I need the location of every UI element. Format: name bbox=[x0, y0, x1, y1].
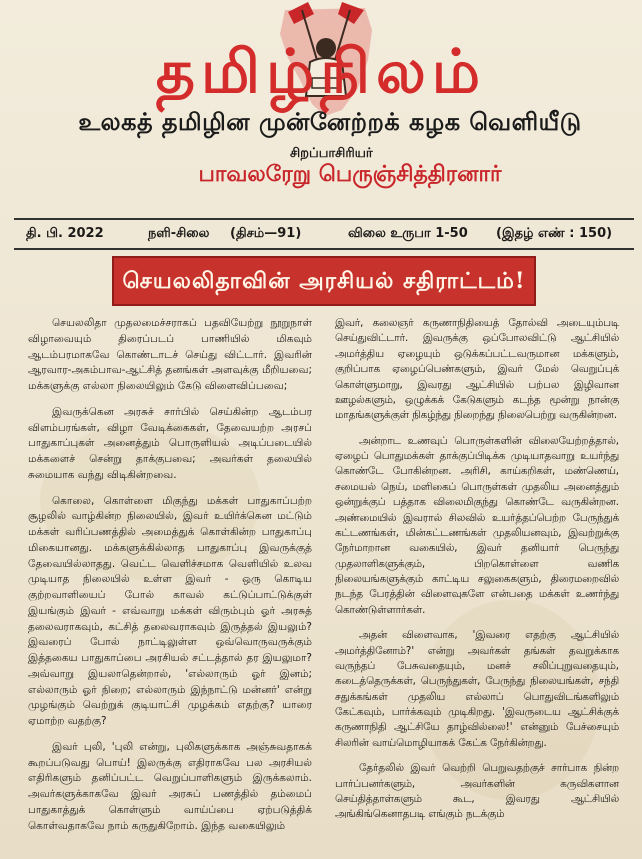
masthead bbox=[0, 0, 642, 196]
article-paragraph: தேர்தலில் இவர் வெற்றி பெறுவதற்குச் சார்பாக நின்ற பார்ப்பனர்களும், அவர்களின் கருவிகளான செய்தித்தாள்களும் கூட, இவரது ஆட்சியில் அங்கிங்கெனாதபடி எங்கும் நடக்கும் bbox=[335, 762, 619, 821]
headline: செயலலிதாவின் அரசியல் சதிராட்டம்! bbox=[122, 268, 526, 294]
dateline-thisam: (திசம்—91) bbox=[230, 226, 302, 241]
article-paragraph: அன்றாட உணவுப் பொருள்களின் விலையேற்றத்தால், ஏழைப் பொதுமக்கள் தாக்குப்பிடிக்க முடியாதவாறு உயர்ந்து கொண்டே போகின்றன. அரிசி, காய்கறிகள், மண்ணெய், சமையல் நெய், மளிகைப் பொருள்கள் முதலிய அனைத்தும் ஒன்றுக்குப் பத்தாக விலைமிகுந்து கொண்டே வருகின்றன. அண்மையில் இவரால் சிலவில் உயர்த்தப்பெற்ற பேருந்துக் கட்டணங்கள், மின்கட்டணங்கள் முதலியனவும், இவற்றுக்கு நேர்மாறான வகையில், இவர் தனியார் பெருந்து முதலாளிகளுக்கும், பிறகொள்ளை வணிக நிலையங்களுக்கும் காட்டிய சலுகைகளும், திரைமறைவில் நடந்த பேரத்தின் விளைவுகளே என்பதை மக்கள் உணர்ந்து கொண்டுள்ளார்கள். bbox=[335, 434, 619, 616]
article-column-left bbox=[28, 316, 312, 844]
dateline-issue: (இதழ் எண் : 150) bbox=[496, 226, 613, 241]
dateline-month: நளி-சிலை bbox=[148, 226, 210, 241]
article-paragraph: இவருக்கென அரசுச் சார்பில் செய்கின்ற ஆடம்பர விளம்பரங்கள், விழா வேடிக்கைகள், தேவையற்ற அரசப் பாதுகாப்புகள் அனைத்தும் பொருளியல் அடிப்படையில் மக்களைச் சென்று தாக்குபவை; அவர்கள் தலையில் சுமையாக வந்து விடிகின்றவை. bbox=[28, 405, 312, 481]
masthead-tagline: உலகத் தமிழின முன்னேற்றக் கழக வெளியீடு bbox=[78, 108, 582, 136]
divider-bottom bbox=[14, 248, 634, 250]
headline-banner bbox=[112, 256, 536, 306]
article-paragraph: கொலை, கொள்ளை மிகுந்து மக்கள் பாதுகாப்பற்ற சூழலில் வாழ்கின்ற நிலையில், இவர் உயிர்க்கென மட்டும் மக்கள் வரிப்பணத்தில் அமைத்துக் கொள்கின்ற பாதுகாப்பு மிகையானது. மக்களுக்கில்லாத பாதுகாப்பு இவருக்குத் தேவையில்லாதது. வெட்ட வெளிச்சமாக வெளியில் உலவ முடியாத நிலையில் உள்ள இவர் - ஒரு கொடிய குற்றவாளியைப் போல் காவல் கட்டுப்பாட்டுக்குள் இயங்கும் இவர் - எவ்வாறு மக்கள் விரும்பும் ஓர் அரசுத் தலைவராகவும், கட்சித் தலைவராகவும் இருத்தல் இயலும்? இவரைப் போல் நாட்டிலுள்ள ஒவ்வொருவருக்கும் இத்தகைய பாதுகாப்பை அரசியல் சட்டத்தால் தர இயலுமா? அவ்வாறு இயலாதென்றால், 'எல்லாரும் ஓர் இனம்; எல்லாரும் ஓர் நிறை; எல்லாரும் இந்நாட்டு மன்னர்' என்று முழங்கும் வெற்றுக் குடியாட்சி முழக்கம் எதற்கு? யாரை ஏமாற்ற வதற்கு? bbox=[28, 494, 312, 727]
editor-label: சிறப்பாசிரியர் bbox=[290, 146, 373, 161]
article-paragraph: செயலலிதா முதலமைச்சராகப் பதவியேற்று நூறுநாள் விழாவையும் திரைப்படப் பாணியில் மிகவும் ஆடம்பரமாகவே கொண்டாடச் செய்து விட்டார். இவரின் ஆரவார-அகம்பாவ-ஆட்சித் தனங்கள் அளவுக்கு மீறியவை; மக்களுக்கு எல்லா நிலையிலும் கேடு விளைவிப்பவை; bbox=[28, 317, 312, 392]
article-paragraph: அதன் விளைவாக, 'இவரை எதற்கு ஆட்சியில் அமர்த்தினோம்?' என்று அவர்கள் தங்கள் தவறுக்காக வருந்தப் பேசுவதையும், மனச் சலிப்புறுவதையும், கடைத்தெருக்கள், பெருந்துகள், பேருந்து நிலையங்கள், சந்தி சதுக்கங்கள் முதலிய எல்லாப் பொதுவிடங்களிலும் கேட்கவும், பார்க்கவும் முடிகிறது. 'இவருடைய ஆட்சிக்குக் கருணாநிதி ஆட்சியே தாழ்வில்லை!' என்னும் பேச்சையும் சிலரின் வாய்மொழியாகக் கேட்க நேர்கின்றது. bbox=[335, 629, 619, 749]
dateline-year: தி. பி. 2022 bbox=[26, 226, 104, 241]
article-column-right bbox=[335, 316, 619, 833]
article-paragraph: இவர், கலைஞர் கருணாநிதியைத் தோல்வி அடையும்படி செய்துவிட்டார். இவருக்கு ஒப்போலவிட்டு ஆட்சியில் அமர்த்திய ஏழையும் ஒடுக்கப்பட்டவருமான மக்களும், குறிப்பாக ஏழைப்பெண்களும், இவர் மேல் வெறுப்புக் கொள்ளுமாறு, இவரது ஆட்சியில் பற்பல இழிவான ஊழல்களும், ஒழுக்கக் கேடுகளும் கடந்த மூன்று நான்கு மாதங்களுக்குள் நிகழ்ந்து நிறைந்து நிலைபெற்று வருகின்றன. bbox=[335, 317, 619, 422]
divider-top bbox=[14, 218, 634, 220]
dateline bbox=[26, 226, 626, 246]
dateline-price: விலை உருபா 1-50 bbox=[348, 226, 468, 241]
editor-name: பாவலரேறு பெருஞ்சித்திரனார் bbox=[198, 162, 502, 187]
masthead-title: தமிழ்நிலம் bbox=[155, 37, 487, 107]
article-paragraph: இவர் புலி, 'புலி என்று, புலிகளுக்காக அஞ்சுவதாகக் கூறப்படுவது பொய்! இலருக்கு எதிராகவே பல அரசியல் எதிரிகளும் தனிப்பட்ட வெறுப்பாளிகளும் இருக்கலாம். அவர்களுக்காகவே இவர் அரசுப் பணத்தில் தம்மைப் பாதுகாத்துக் கொள்ளும் வாய்ப்பை ஏற்படுத்திக் கொள்வதாகவே நாம் கருதுகிறோம். இந்த வகையிலும் bbox=[28, 740, 312, 832]
